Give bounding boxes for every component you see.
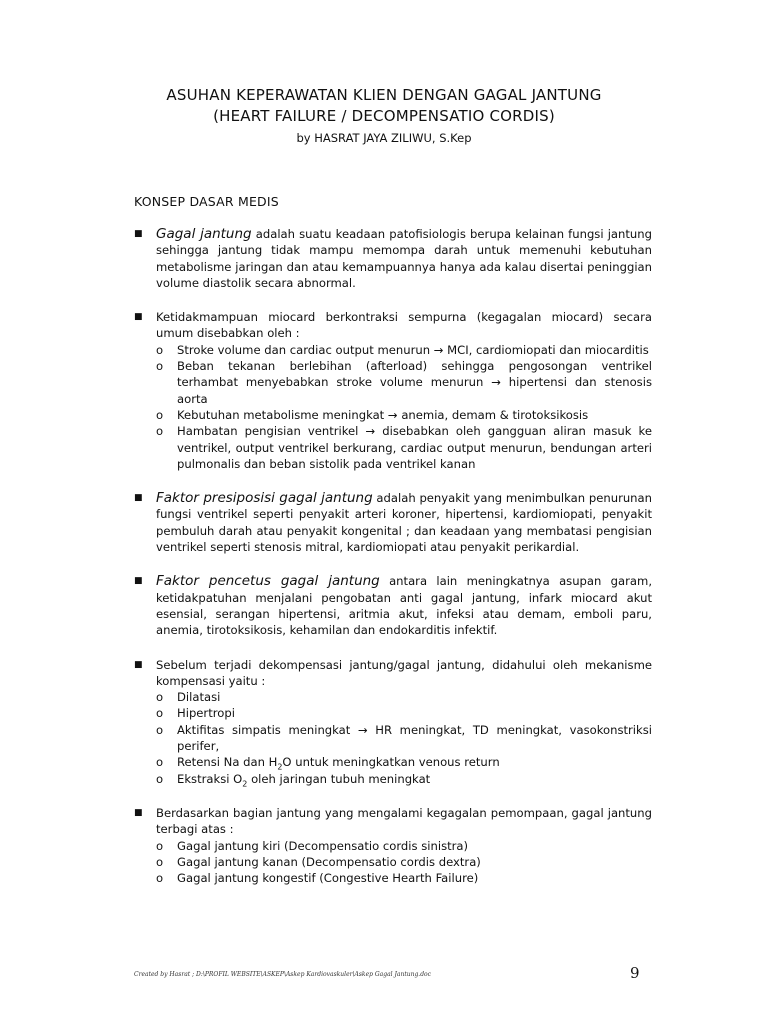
- bullet-gagal-jantung: [134, 226, 652, 291]
- square-bullet-icon: ■: [134, 659, 143, 670]
- subscript: 2: [242, 778, 248, 788]
- sub-item-text: Gagal jantung kongestif (Congestive Hearth Failure): [177, 871, 479, 886]
- circle-bullet-icon: o: [156, 871, 164, 886]
- sub-list-item: [156, 870, 652, 886]
- square-bullet-icon: ■: [134, 807, 143, 818]
- sub-item-text: Kebutuhan metabolisme meningkat → anemia, demam & tirotoksikosis: [177, 407, 589, 422]
- square-bullet-icon: ■: [134, 576, 143, 587]
- bullet-text: Sebelum terjadi dekompensasi jantung/gagal jantung, didahului oleh mekanisme kompensasi yaitu :: [156, 657, 652, 688]
- sub-item-text-part: O untuk meningkatkan venous return: [282, 755, 500, 770]
- circle-bullet-icon: o: [156, 838, 164, 853]
- sub-item-text: Hambatan pengisian ventrikel → disebabkan oleh gangguan aliran masuk ke ventrikel, output ventrikel berkurang, cardiac output menurun, bendungan arteri pulmonalis dan beban sistolik pada ventrikel kanan: [177, 424, 652, 471]
- sub-item-text: Gagal jantung kiri (Decompensatio cordis sinistra): [177, 838, 469, 853]
- bullet-lead-term: Faktor presiposisi gagal jantung: [156, 490, 373, 507]
- circle-bullet-icon: o: [156, 407, 164, 422]
- sub-item-text-part: Retensi Na dan H: [177, 755, 278, 770]
- bullet-text: adalah suatu keadaan patofisiologis berupa kelainan fungsi jantung sehingga jantung tidak mampu memompa darah untuk memenuhi kebutuhan metabolisme jaringan dan atau kemampuannya hanya ada kalau disertai peninggian volume diastolik secara abnormal.: [156, 227, 652, 290]
- circle-bullet-icon: o: [156, 854, 164, 869]
- circle-bullet-icon: o: [156, 424, 164, 439]
- sub-list-item: [156, 838, 652, 854]
- document-title-line-1: ASUHAN KEPERAWATAN KLIEN DENGAN GAGAL JANTUNG: [166, 86, 602, 104]
- bullet-ketidakmampuan-miocard: [134, 309, 652, 472]
- section-heading: KONSEP DASAR MEDIS: [134, 194, 279, 209]
- sub-list-item: [156, 771, 652, 787]
- sub-list: [156, 689, 652, 787]
- circle-bullet-icon: o: [156, 755, 164, 770]
- sub-list-item: [156, 423, 652, 472]
- sub-item-text: Dilatasi: [177, 690, 221, 705]
- circle-bullet-icon: o: [156, 690, 164, 705]
- document-body: [134, 226, 652, 904]
- sub-item-text: Hipertropi: [177, 706, 235, 721]
- footer-file-path: Created by Hasrat ; D:\PROFIL WEBSITE\ASKEP\Askep Kardiovaskuler\Askep Gagal Jantung.doc: [134, 971, 432, 978]
- sub-item-text-part: Ekstraksi O: [177, 771, 243, 786]
- subscript: 2: [277, 762, 283, 772]
- sub-list-item: [156, 342, 652, 358]
- sub-item-text-part: oleh jaringan tubuh meningkat: [247, 771, 431, 786]
- circle-bullet-icon: o: [156, 342, 164, 357]
- sub-list-item: [156, 689, 652, 705]
- sub-item-text: [177, 755, 500, 772]
- document-title-line-2: (HEART FAILURE / DECOMPENSATIO CORDIS): [213, 107, 555, 125]
- sub-list: [156, 342, 652, 472]
- bullet-faktor-presiposisi: [134, 490, 652, 555]
- circle-bullet-icon: o: [156, 722, 164, 737]
- sub-list: [156, 838, 652, 887]
- sub-list-item: [156, 854, 652, 870]
- bullet-text: antara lain meningkatnya asupan garam, ketidakpatuhan menjalani pengobatan anti gagal jantung, infark miocard akut esensial, serangan hipertensi, aritmia akut, infeksi atau demam, emboli paru, anemia, tirotoksikosis, kehamilan dan endokarditis infektif.: [156, 574, 653, 638]
- square-bullet-icon: ■: [134, 493, 143, 504]
- bullet-mekanisme-kompensasi: [134, 657, 652, 787]
- bullet-lead-term: Faktor pencetus gagal jantung: [156, 573, 380, 590]
- sub-list-item: [156, 358, 652, 407]
- sub-item-text: Aktifitas simpatis meningkat → HR meningkat, TD meningkat, vasokonstriksi perifer,: [177, 722, 652, 754]
- square-bullet-icon: ■: [134, 312, 143, 323]
- bullet-faktor-pencetus: [134, 573, 652, 638]
- sub-item-text: Gagal jantung kanan (Decompensatio cordis dextra): [177, 854, 481, 869]
- sub-item-text: [177, 772, 430, 786]
- bullet-text: Berdasarkan bagian jantung yang mengalami kegagalan pemompaan, gagal jantung terbagi atas :: [156, 805, 652, 837]
- author-byline: by HASRAT JAYA ZILIWU, S.Kep: [296, 131, 472, 145]
- bullet-text: Ketidakmampuan miocard berkontraksi sempurna (kegagalan miocard) secara umum disebabkan oleh :: [156, 310, 652, 341]
- bullet-klasifikasi: [134, 805, 652, 886]
- sub-list-item: [156, 754, 652, 770]
- circle-bullet-icon: o: [156, 359, 164, 374]
- bullet-lead-term: Gagal jantung: [156, 226, 252, 242]
- bullet-text: adalah penyakit yang menimbulkan penurunan fungsi ventrikel seperti penyakit arteri koroner, hipertensi, kardiomiopati, penyakit pembuluh darah atau penyakit kongenital ; dan keadaan yang membatasi pengisian ventrikel seperti stenosis mitral, kardiomiopati atau penyakit perikardial.: [156, 491, 652, 555]
- sub-item-text: Beban tekanan berlebihan (afterload) sehingga pengosongan ventrikel terhambat menyebabkan stroke volume menurun → hipertensi dan stenosis aorta: [177, 359, 652, 406]
- page-number: 9: [630, 964, 640, 982]
- sub-item-text: Stroke volume dan cardiac output menurun → MCI, cardiomiopati dan miocarditis: [177, 342, 649, 357]
- sub-list-item: [156, 722, 652, 755]
- sub-list-item: [156, 407, 652, 423]
- circle-bullet-icon: o: [156, 706, 164, 721]
- square-bullet-icon: ■: [134, 229, 143, 239]
- circle-bullet-icon: o: [156, 771, 164, 786]
- sub-list-item: [156, 705, 652, 721]
